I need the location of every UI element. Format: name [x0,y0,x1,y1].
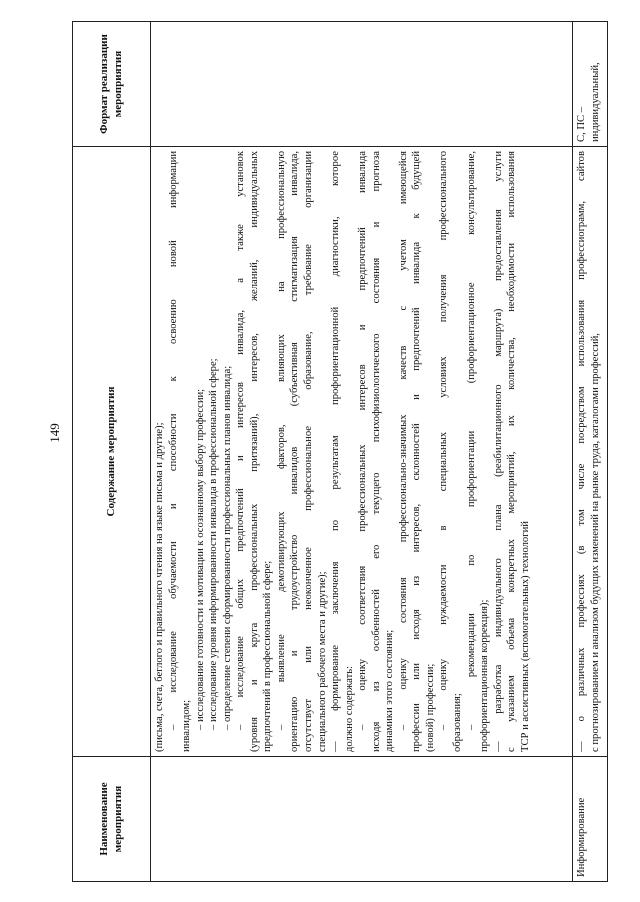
content-line: – определение степени сформированности профессиональных планов инвалида; [221,365,233,730]
row-format-cell [151,22,573,147]
table-row [573,22,608,882]
content-line: отсутствует или неоконченное профессиональное образование, требование организации [303,151,315,752]
content-line: (письма, счета, беглого и правильного чтения на языке письма и другие); [154,422,165,752]
content-line: – выявление демотивирующих факторов, влияющих на профессиональную [275,151,287,730]
content-line: — разработка индивидуального плана (реабилитационного маршрута) предоставления услуги [492,151,504,752]
row-content-cell [573,147,608,757]
content-line: исходя из особенностей его текущего психофизиологического состояния и прогноза [370,151,382,752]
content-line: – оценку соответствия профессиональных интересов и предпочтений инвалида [357,151,369,730]
page-number: 149 [47,423,62,443]
content-line: – исследование готовности и мотивации к осознанному выбору профессии; [194,388,206,730]
content-lines [575,151,602,752]
content-line: профориентационная коррекция); [479,599,491,752]
header-activity-format: Формат реализации мероприятия [73,22,151,147]
content-line: – оценку состояния профессионально-значимых качеств с учетом имеющейся [397,151,409,730]
content-line: – исследование общих предпочтений и интересов инвалида, а также установок [235,151,247,730]
content-line: специального рабочего места и другие); [316,571,328,752]
table-header-row [73,22,151,882]
row-name-cell [151,757,573,882]
header-activity-name: Наименование мероприятия [73,757,151,882]
row-format-cell: С, ПС – индивидуальный, [573,22,608,147]
table-row [151,22,573,882]
content-line: – исследование обучаемости и способности к освоению новой информации [167,151,179,730]
content-line: с прогнозированием и анализом будущих изменений на рынке труда, каталогами профессий, [589,333,601,752]
table-rotated-wrapper [72,22,607,882]
row-content-cell [151,147,573,757]
content-line: – рекомендации по профориентации (профориентационное консультирование, [465,151,477,730]
content-line: с указанием объема конкретных мероприятий, их количества, необходимости использования [506,151,518,752]
content-line: динамики этого состояния; [384,629,396,752]
content-lines [153,151,532,752]
content-line: — формирование заключения по результатам профориентационной диагностики, которое [330,151,342,752]
content-line: – оценку нуждаемости в специальных условиях получения профессионального [438,151,450,730]
rehabilitation-activities-table [72,21,608,882]
content-line: должно содержать: [343,665,355,752]
content-line: профессии или исходя из интересов, склонностей и предпочтений инвалида к будущей [411,151,423,752]
content-line: образования; [452,693,464,752]
content-line: – исследование уровня информированности инвалида в профессиональной сфере; [208,358,220,730]
content-line: ориентацию и трудоустройство инвалидов (субъективная стигматизация инвалида, [289,151,301,752]
content-line: ТСР и ассистивных (вспомогательных) технологий [519,521,531,752]
content-line: (уровня и круга профессиональных притязаний), интересов, желаний, индивидуальных [248,151,260,752]
header-activity-content: Содержание мероприятия [73,147,151,757]
row-name-cell: Информирование [573,757,608,882]
content-line: предпочтений в профессиональной сфере; [262,560,274,752]
content-line: — о различных профессиях (в том числе посредством использования профессиограмм, сайтов [576,151,587,752]
content-line: инвалидом; [181,699,193,752]
content-line: (новой) профессии; [424,663,436,752]
